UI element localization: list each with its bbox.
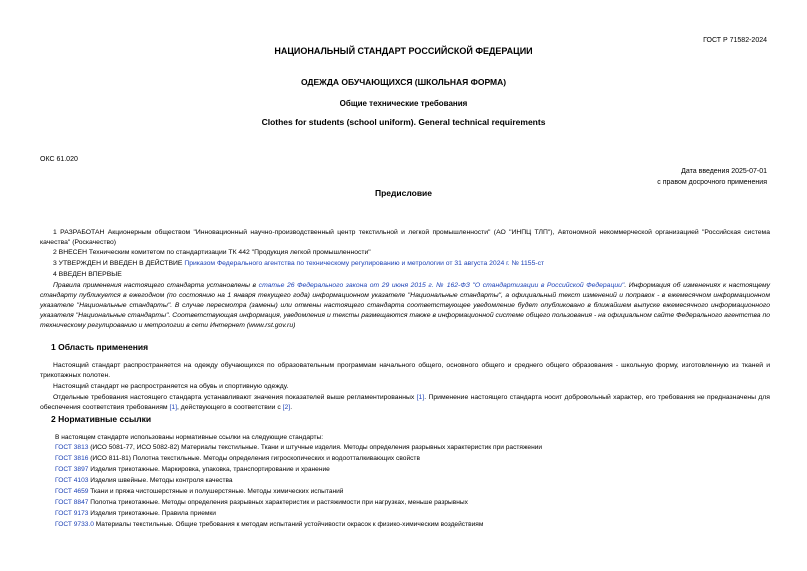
p3-text-a: Отдельные требования настоящего стандарта устанавливают значения показателей выше регламентированных xyxy=(53,394,417,401)
preface-item-4: 4 ВВЕДЕН ВПЕРВЫЕ xyxy=(53,271,122,278)
reference-item xyxy=(55,455,420,462)
reference-code-link[interactable]: ГОСТ 3813 xyxy=(55,444,89,451)
reference-code-link[interactable]: ГОСТ 8847 xyxy=(55,499,89,506)
reference-item xyxy=(55,444,542,451)
preface-item-3-text: 3 УТВЕРЖДЕН И ВВЕДЕН В ДЕЙСТВИЕ xyxy=(53,260,185,267)
reference-item xyxy=(55,510,216,517)
doc-number: ГОСТ Р 71582-2024 xyxy=(703,37,767,44)
federal-law-link[interactable]: статье 26 Федерального закона от 29 июня 2015 г. № 162-ФЗ "О стандартизации в Российской Федерации" xyxy=(258,282,625,289)
section-1-paragraph-2: Настоящий стандарт не распространяется на обувь и спортивную одежду. xyxy=(53,383,289,390)
reference-title: Полотна трикотажные. Методы определения разрывных характеристик и растяжимости при нагрузках, меньше разрывных xyxy=(88,499,468,506)
oks-code: ОКС 61.020 xyxy=(40,156,78,163)
reference-code-link[interactable]: ГОСТ 4103 xyxy=(55,477,89,484)
preface-heading: Предисловие xyxy=(374,188,433,198)
early-application-note: с правом досрочного применения xyxy=(657,179,767,186)
preface-item-2: 2 ВНЕСЕН Техническим комитетом по стандартизации ТК 442 "Продукция легкой промышленности" xyxy=(53,249,371,256)
reference-title: Материалы текстильные. Общие требования к методам испытаний устойчивости окрасок к физико-химическим воздействиям xyxy=(93,521,484,528)
reference-title: Изделия трикотажные. Правила приемки xyxy=(88,510,216,517)
ref-1-link[interactable]: [1] xyxy=(416,394,425,401)
reference-title: Ткани и пряжа чистошерстяные и полушерстяные. Методы химических испытаний xyxy=(88,488,344,495)
preface-rules-paragraph xyxy=(40,281,770,331)
section-2-intro: В настоящем стандарте использованы нормативные ссылки на следующие стандарты: xyxy=(55,434,324,441)
p3-text-b: . Применение настоящего стандарта носит добровольный характер, его требования не предназначены для обеспечения соответствия требованиям xyxy=(40,394,770,411)
section-1-paragraph-1: Настоящий стандарт распространяется на одежду обучающихся по образовательным программам начального общего, основного общего и среднего общего образования - школьную форму, изготовленную из тканей и трикотажных полотен. xyxy=(40,362,770,379)
reference-item xyxy=(55,488,344,495)
reference-item xyxy=(55,521,483,528)
standard-type-heading: НАЦИОНАЛЬНЫЙ СТАНДАРТ РОССИЙСКОЙ ФЕДЕРАЦИИ xyxy=(274,46,533,56)
rules-text-a: Правила применения настоящего стандарта установлены в xyxy=(53,282,259,289)
p3-text-d: . xyxy=(290,404,293,411)
preface-item-3 xyxy=(40,259,770,269)
reference-item xyxy=(55,477,233,484)
introduction-date: Дата введения 2025-07-01 xyxy=(681,168,767,175)
reference-title: (ИСО 811-81) Полотна текстильные. Методы определения гигроскопических и водоотталкивающих свойств xyxy=(88,455,420,462)
reference-title: Изделия швейные. Методы контроля качества xyxy=(88,477,233,484)
section-2-heading: 2 Нормативные ссылки xyxy=(51,414,152,424)
reference-title: (ИСО 5081-77, ИСО 5082-82) Материалы текстильные. Ткани и штучные изделия. Методы определения разрывных характеристик при растяжении xyxy=(88,444,543,451)
reference-code-link[interactable]: ГОСТ 4659 xyxy=(55,488,89,495)
ref-2-link[interactable]: [2] xyxy=(282,404,291,411)
reference-code-link[interactable]: ГОСТ 9173 xyxy=(55,510,89,517)
reference-code-link[interactable]: ГОСТ 9733.0 xyxy=(55,521,94,528)
p3-text-c: , действующего в соответствии с xyxy=(177,404,283,411)
reference-item xyxy=(55,466,330,473)
document-title: ОДЕЖДА ОБУЧАЮЩИХСЯ (ШКОЛЬНАЯ ФОРМА) xyxy=(300,77,507,87)
reference-item xyxy=(55,499,468,506)
rules-text-b: . Информация об изменениях к настоящему стандарту публикуется в ежегодном (по состоянию на 1 января текущего года) информационном указателе "Национальные стандарты", а официальный текст изменений и поправок - в ежемесячном информационном указателе "Национальные стандарты". В случае пересмотра (замены) или отмены настоящего стандарта соответствующее уведомление будет опубликовано в ближайшем выпуске ежемесячного информационного указателя "Национальные стандарты". Соответствующая информация, уведомления и тексты размещаются также в информационной системе общего пользования - на официальном сайте Федерального агентства по техническому регулированию и метрологии в сети Интернет (www.rst.gov.ru) xyxy=(40,282,770,329)
section-1-paragraph-3 xyxy=(40,393,770,413)
reference-title: Изделия трикотажные. Маркировка, упаковка, транспортирование и хранение xyxy=(88,466,330,473)
section-1-heading: 1 Область применения xyxy=(51,342,149,352)
document-title-english: Clothes for students (school uniform). General technical requirements xyxy=(261,117,546,127)
document-subtitle: Общие технические требования xyxy=(339,99,468,108)
preface-item-1: 1 РАЗРАБОТАН Акционерным обществом "Инновационный научно-производственный центр текстильной и легкой промышленности" (АО "ИНПЦ ТЛП"), Автономной некоммерческой организацией "Российская система качества" (Роскачество) xyxy=(40,229,770,246)
reference-code-link[interactable]: ГОСТ 3816 xyxy=(55,455,89,462)
reference-code-link[interactable]: ГОСТ 3897 xyxy=(55,466,89,473)
order-link[interactable]: Приказом Федерального агентства по техническому регулированию и метрологии от 31 августа 2024 г. № 1155-ст xyxy=(184,260,545,267)
ref-1b-link[interactable]: [1] xyxy=(169,404,178,411)
